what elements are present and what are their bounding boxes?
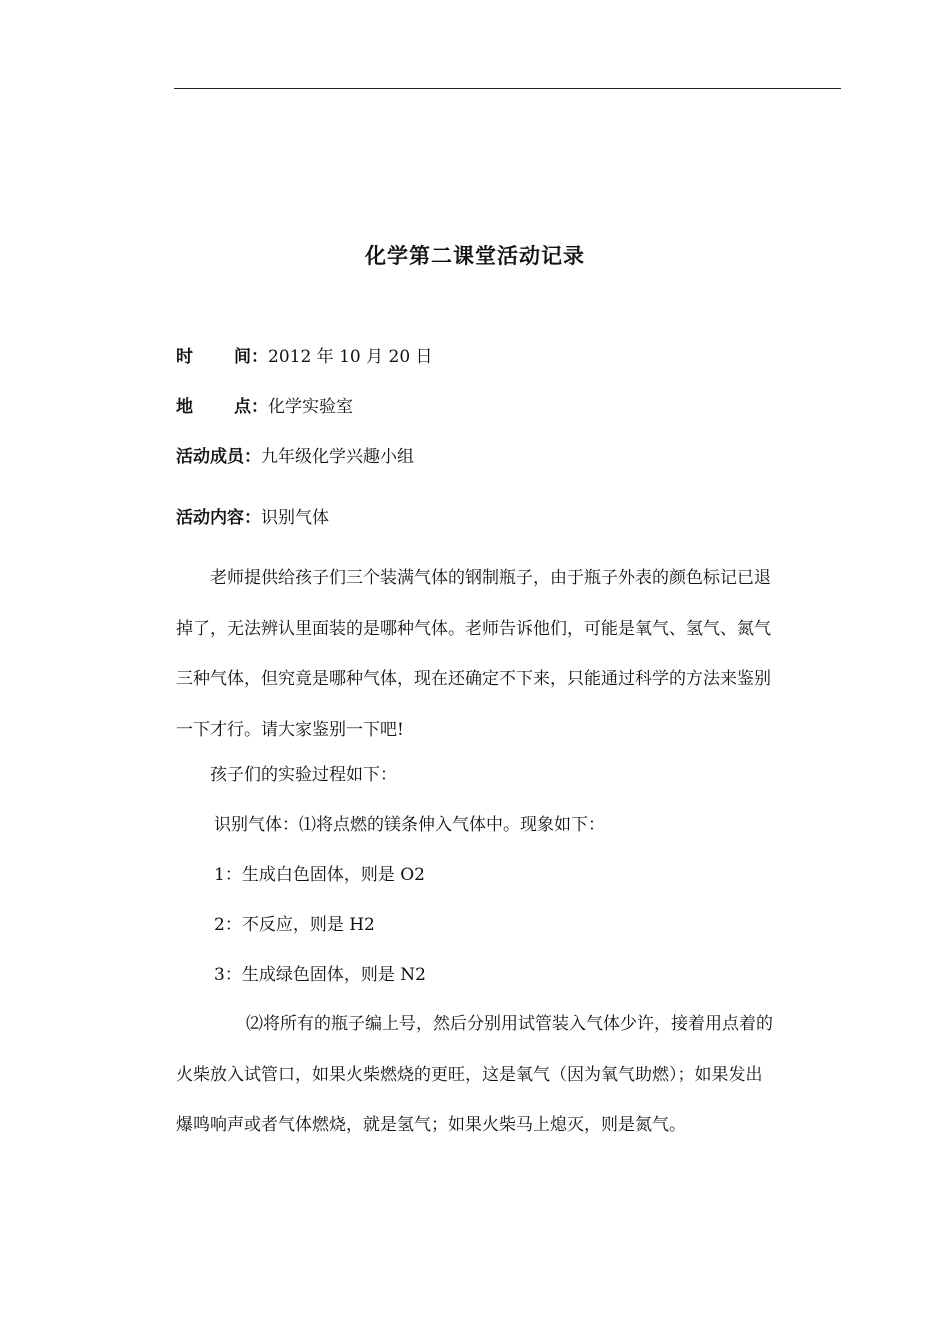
paragraph-line: 一下才行。请大家鉴别一下吧!	[176, 719, 404, 740]
paragraph-intro	[176, 553, 846, 755]
paragraph-method-2	[176, 999, 846, 1151]
paragraph-line: 三种气体，但究竟是哪种气体，现在还确定不下来，只能通过科学的方法来鉴别	[176, 669, 771, 689]
paragraph-line: ⑵将所有的瓶子编上号，然后分别用试管装入气体少许，接着用点着的	[246, 1014, 773, 1034]
time-row	[176, 345, 433, 369]
place-value: 化学实验室	[268, 397, 353, 417]
paragraph-line: 老师提供给孩子们三个装满气体的钢制瓶子，由于瓶子外表的颜色标记已退	[210, 568, 771, 588]
result-2: 2：不反应，则是 H2	[214, 915, 375, 935]
place-row	[176, 395, 353, 419]
method-1: 识别气体：⑴将点燃的镁条伸入气体中。现象如下：	[214, 815, 605, 835]
members-label: 活动成员：	[176, 447, 261, 467]
place-label-a: 地	[176, 397, 193, 417]
members-row	[176, 445, 414, 469]
document-title: 化学第二课堂活动记录	[365, 243, 585, 268]
paragraph-line: 火柴放入试管口，如果火柴燃烧的更旺，这是氧气（因为氧气助燃）；如果发出	[176, 1064, 763, 1085]
result-3: 3：生成绿色固体，则是 N2	[214, 965, 426, 985]
members-value: 九年级化学兴趣小组	[261, 447, 414, 467]
content-value: 识别气体	[261, 508, 329, 528]
time-label-b: 间：	[234, 347, 268, 367]
result-1: 1：生成白色固体，则是 O2	[214, 865, 425, 885]
time-value: 2012 年 10 月 20 日	[268, 347, 433, 367]
content-label: 活动内容：	[176, 508, 261, 528]
time-label-a: 时	[176, 347, 193, 367]
paragraph-line: 爆鸣响声或者气体燃烧，就是氢气；如果火柴马上熄灭，则是氮气。	[176, 1115, 686, 1135]
header-rule	[174, 88, 841, 89]
paragraph-line: 掉了，无法辨认里面装的是哪种气体。老师告诉他们，可能是氧气、氢气、氮气	[176, 618, 771, 639]
process-intro: 孩子们的实验过程如下：	[210, 765, 397, 785]
content-row	[176, 506, 329, 530]
place-label-b: 点：	[234, 397, 268, 417]
